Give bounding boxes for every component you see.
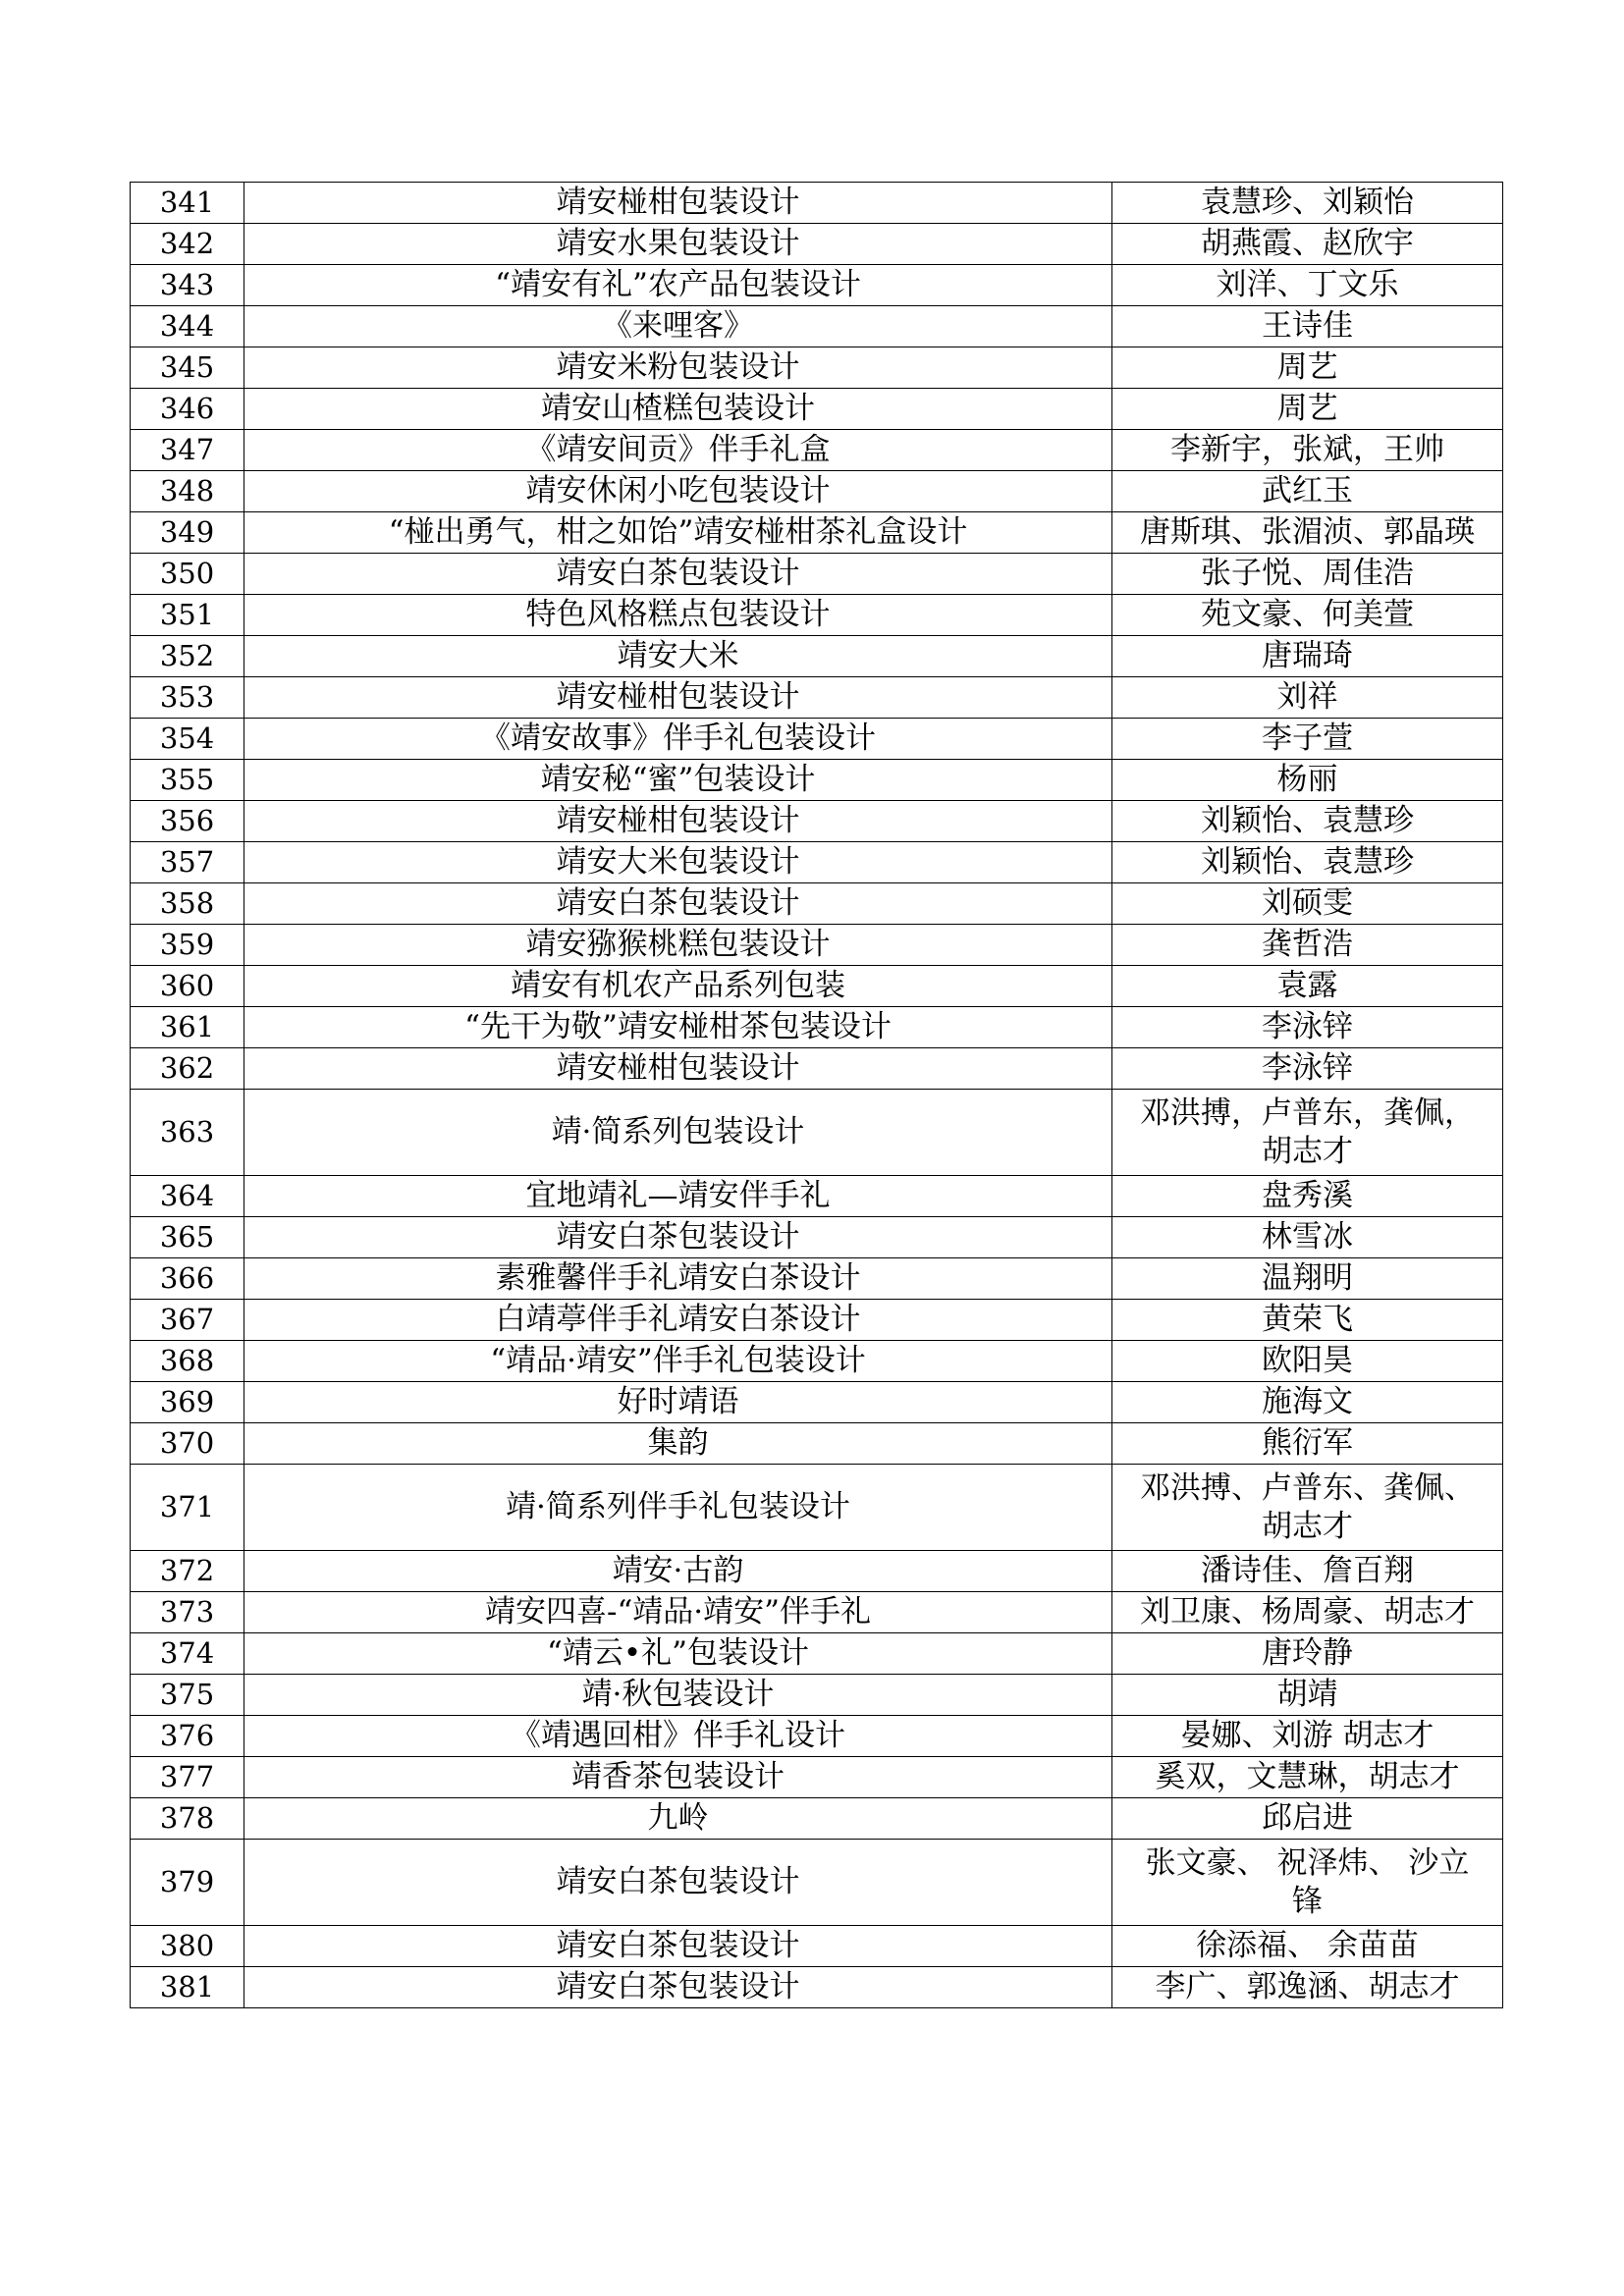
entry-title: “靖云•礼”包装设计 xyxy=(244,1633,1112,1675)
entry-title: 靖安秘“蜜”包装设计 xyxy=(244,760,1112,801)
entry-number: 354 xyxy=(131,719,244,760)
entry-title: 集韵 xyxy=(244,1423,1112,1465)
table-row xyxy=(131,1675,1503,1716)
entry-number: 355 xyxy=(131,760,244,801)
table-row xyxy=(131,1090,1503,1176)
entry-authors: 刘洋、丁文乐 xyxy=(1112,265,1503,306)
entry-number: 381 xyxy=(131,1967,244,2008)
entry-authors: 王诗佳 xyxy=(1112,306,1503,347)
entry-number: 342 xyxy=(131,224,244,265)
entry-number: 368 xyxy=(131,1341,244,1382)
table-row xyxy=(131,1341,1503,1382)
entry-title: 素雅馨伴手礼靖安白茶设计 xyxy=(244,1258,1112,1300)
entry-number: 365 xyxy=(131,1217,244,1258)
entry-title: 靖安白茶包装设计 xyxy=(244,1926,1112,1967)
entry-title: 靖安白茶包装设计 xyxy=(244,883,1112,925)
entry-number: 341 xyxy=(131,183,244,224)
entry-number: 348 xyxy=(131,471,244,512)
table-row xyxy=(131,1217,1503,1258)
entry-authors: 袁慧珍、刘颖怡 xyxy=(1112,183,1503,224)
entry-authors: 袁露 xyxy=(1112,966,1503,1007)
entry-title: 靖安四喜-“靖品·靖安”伴手礼 xyxy=(244,1592,1112,1633)
entry-authors: 苑文豪、何美萱 xyxy=(1112,595,1503,636)
table-row xyxy=(131,760,1503,801)
table-row xyxy=(131,183,1503,224)
table-row xyxy=(131,677,1503,719)
entry-title: 靖安大米包装设计 xyxy=(244,842,1112,883)
entry-authors: 胡靖 xyxy=(1112,1675,1503,1716)
entry-title: 靖安椪柑包装设计 xyxy=(244,801,1112,842)
entry-number: 360 xyxy=(131,966,244,1007)
table-row xyxy=(131,389,1503,430)
entry-title: 靖安猕猴桃糕包装设计 xyxy=(244,925,1112,966)
table-row xyxy=(131,1007,1503,1048)
entry-title: 靖·简系列包装设计 xyxy=(244,1090,1112,1176)
entry-authors: 黄荣飞 xyxy=(1112,1300,1503,1341)
entry-number: 350 xyxy=(131,554,244,595)
entry-authors: 欧阳昊 xyxy=(1112,1341,1503,1382)
entry-title: 《靖安间贡》伴手礼盒 xyxy=(244,430,1112,471)
entry-title: 好时靖语 xyxy=(244,1382,1112,1423)
entry-number: 370 xyxy=(131,1423,244,1465)
entry-title: 特色风格糕点包装设计 xyxy=(244,595,1112,636)
entry-title: 靖安大米 xyxy=(244,636,1112,677)
table-row xyxy=(131,1633,1503,1675)
entry-authors: 林雪冰 xyxy=(1112,1217,1503,1258)
entry-number: 376 xyxy=(131,1716,244,1757)
table-row xyxy=(131,471,1503,512)
table-row xyxy=(131,801,1503,842)
entry-title: “先干为敬”靖安椪柑茶包装设计 xyxy=(244,1007,1112,1048)
entry-authors: 施海文 xyxy=(1112,1382,1503,1423)
table-row xyxy=(131,1176,1503,1217)
table-row xyxy=(131,1798,1503,1840)
entry-title: 九岭 xyxy=(244,1798,1112,1840)
entry-authors: 李新宇，张斌，王帅 xyxy=(1112,430,1503,471)
table-row xyxy=(131,1048,1503,1090)
entry-authors: 熊衍军 xyxy=(1112,1423,1503,1465)
entry-title: 靖·秋包装设计 xyxy=(244,1675,1112,1716)
entry-authors: 刘硕雯 xyxy=(1112,883,1503,925)
entry-authors: 张文豪、 祝泽炜、 沙立 锋 xyxy=(1112,1840,1503,1926)
entry-number: 343 xyxy=(131,265,244,306)
table-row xyxy=(131,1592,1503,1633)
table-row xyxy=(131,1757,1503,1798)
entry-number: 367 xyxy=(131,1300,244,1341)
entry-authors: 唐瑞琦 xyxy=(1112,636,1503,677)
entry-number: 356 xyxy=(131,801,244,842)
entry-authors: 邓洪搏，卢普东，龚佩， 胡志才 xyxy=(1112,1090,1503,1176)
entry-number: 380 xyxy=(131,1926,244,1967)
table-row xyxy=(131,1716,1503,1757)
entry-title: 《来哩客》 xyxy=(244,306,1112,347)
entry-authors: 晏娜、刘游 胡志才 xyxy=(1112,1716,1503,1757)
entry-number: 379 xyxy=(131,1840,244,1926)
entry-title: 靖安白茶包装设计 xyxy=(244,1967,1112,2008)
entry-title: 靖安椪柑包装设计 xyxy=(244,183,1112,224)
entry-authors: 邓洪搏、卢普东、龚佩、 胡志才 xyxy=(1112,1465,1503,1551)
table-row xyxy=(131,347,1503,389)
entry-number: 347 xyxy=(131,430,244,471)
entry-title: “椪出勇气，柑之如饴”靖安椪柑茶礼盒设计 xyxy=(244,512,1112,554)
entry-number: 369 xyxy=(131,1382,244,1423)
entry-title: 宜地靖礼—靖安伴手礼 xyxy=(244,1176,1112,1217)
entries-table xyxy=(130,182,1503,2008)
entry-title: “靖品·靖安”伴手礼包装设计 xyxy=(244,1341,1112,1382)
table-row xyxy=(131,842,1503,883)
entry-number: 374 xyxy=(131,1633,244,1675)
entry-number: 351 xyxy=(131,595,244,636)
table-row xyxy=(131,966,1503,1007)
table-row xyxy=(131,265,1503,306)
entry-authors: 邱启进 xyxy=(1112,1798,1503,1840)
entry-title: 《靖安故事》伴手礼包装设计 xyxy=(244,719,1112,760)
entry-authors: 温翔明 xyxy=(1112,1258,1503,1300)
entry-authors: 张子悦、周佳浩 xyxy=(1112,554,1503,595)
entry-title: 靖香茶包装设计 xyxy=(244,1757,1112,1798)
table-row xyxy=(131,1551,1503,1592)
entry-authors: 李子萱 xyxy=(1112,719,1503,760)
entry-authors: 唐斯琪、张湄浈、郭晶瑛 xyxy=(1112,512,1503,554)
entry-authors: 李泳锌 xyxy=(1112,1007,1503,1048)
entry-number: 362 xyxy=(131,1048,244,1090)
entry-number: 361 xyxy=(131,1007,244,1048)
entry-authors: 周艺 xyxy=(1112,347,1503,389)
table-row xyxy=(131,1300,1503,1341)
entry-title: 靖安水果包装设计 xyxy=(244,224,1112,265)
table-row xyxy=(131,512,1503,554)
entry-number: 375 xyxy=(131,1675,244,1716)
entry-number: 358 xyxy=(131,883,244,925)
entry-number: 378 xyxy=(131,1798,244,1840)
entry-number: 363 xyxy=(131,1090,244,1176)
entry-number: 349 xyxy=(131,512,244,554)
entry-number: 346 xyxy=(131,389,244,430)
table-row xyxy=(131,636,1503,677)
entry-title: 靖安白茶包装设计 xyxy=(244,1217,1112,1258)
entry-authors: 李泳锌 xyxy=(1112,1048,1503,1090)
entry-number: 364 xyxy=(131,1176,244,1217)
entry-authors: 唐玲静 xyxy=(1112,1633,1503,1675)
entry-title: 白靖葶伴手礼靖安白茶设计 xyxy=(244,1300,1112,1341)
table-row xyxy=(131,1258,1503,1300)
entry-title: “靖安有礼”农产品包装设计 xyxy=(244,265,1112,306)
entry-authors: 武红玉 xyxy=(1112,471,1503,512)
entry-authors: 刘颖怡、袁慧珍 xyxy=(1112,801,1503,842)
table-row xyxy=(131,883,1503,925)
entry-authors: 胡燕霞、赵欣宇 xyxy=(1112,224,1503,265)
entry-authors: 徐添福、 余苗苗 xyxy=(1112,1926,1503,1967)
entry-authors: 盘秀溪 xyxy=(1112,1176,1503,1217)
entry-authors: 刘祥 xyxy=(1112,677,1503,719)
entry-title: 靖安椪柑包装设计 xyxy=(244,677,1112,719)
entry-title: 靖安白茶包装设计 xyxy=(244,1840,1112,1926)
table-row xyxy=(131,1926,1503,1967)
entry-number: 344 xyxy=(131,306,244,347)
entry-authors: 杨丽 xyxy=(1112,760,1503,801)
entry-title: 靖安椪柑包装设计 xyxy=(244,1048,1112,1090)
table-row xyxy=(131,925,1503,966)
table-row xyxy=(131,306,1503,347)
entry-authors: 龚哲浩 xyxy=(1112,925,1503,966)
entry-number: 352 xyxy=(131,636,244,677)
entry-number: 377 xyxy=(131,1757,244,1798)
entry-number: 372 xyxy=(131,1551,244,1592)
entry-number: 353 xyxy=(131,677,244,719)
entry-number: 345 xyxy=(131,347,244,389)
entry-authors: 奚双，文慧琳，胡志才 xyxy=(1112,1757,1503,1798)
table-row xyxy=(131,1840,1503,1926)
table-row xyxy=(131,595,1503,636)
entry-number: 359 xyxy=(131,925,244,966)
entry-title: 靖·简系列伴手礼包装设计 xyxy=(244,1465,1112,1551)
table-row xyxy=(131,719,1503,760)
table-row xyxy=(131,1382,1503,1423)
table-row xyxy=(131,430,1503,471)
entry-title: 靖安·古韵 xyxy=(244,1551,1112,1592)
table-row xyxy=(131,224,1503,265)
entry-title: 《靖遇回柑》伴手礼设计 xyxy=(244,1716,1112,1757)
entry-number: 371 xyxy=(131,1465,244,1551)
entry-number: 366 xyxy=(131,1258,244,1300)
entry-number: 357 xyxy=(131,842,244,883)
table-row xyxy=(131,1967,1503,2008)
entry-authors: 潘诗佳、詹百翔 xyxy=(1112,1551,1503,1592)
table-row xyxy=(131,1465,1503,1551)
entry-title: 靖安米粉包装设计 xyxy=(244,347,1112,389)
entry-title: 靖安山楂糕包装设计 xyxy=(244,389,1112,430)
entry-title: 靖安休闲小吃包装设计 xyxy=(244,471,1112,512)
entry-authors: 刘卫康、杨周豪、胡志才 xyxy=(1112,1592,1503,1633)
table-row xyxy=(131,1423,1503,1465)
entry-number: 373 xyxy=(131,1592,244,1633)
table-body xyxy=(131,183,1503,2008)
entry-authors: 周艺 xyxy=(1112,389,1503,430)
table-row xyxy=(131,554,1503,595)
entry-authors: 刘颖怡、袁慧珍 xyxy=(1112,842,1503,883)
entry-title: 靖安白茶包装设计 xyxy=(244,554,1112,595)
entry-authors: 李广、郭逸涵、胡志才 xyxy=(1112,1967,1503,2008)
entry-title: 靖安有机农产品系列包装 xyxy=(244,966,1112,1007)
